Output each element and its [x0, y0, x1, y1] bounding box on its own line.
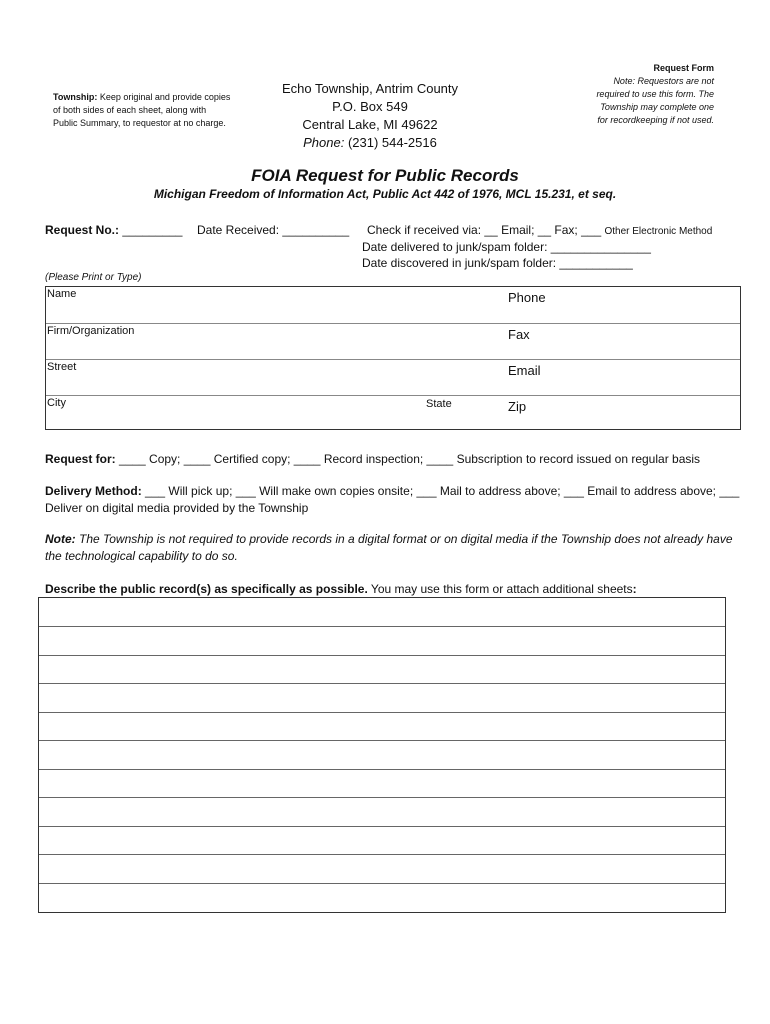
email-field-label: Email — [508, 363, 541, 378]
delivery-method[interactable] — [45, 483, 740, 517]
address-line-2: P.O. Box 549 — [332, 99, 408, 114]
description-line[interactable] — [39, 826, 725, 855]
phone-number: (231) 544-2516 — [347, 135, 437, 150]
description-box[interactable] — [38, 597, 726, 913]
junk-discovered-date[interactable]: Date discovered in junk/spam folder: ___________ — [362, 256, 633, 270]
township-instructions — [53, 91, 233, 130]
describe-instructions — [45, 581, 637, 598]
received-via[interactable] — [367, 222, 712, 240]
description-line[interactable] — [39, 797, 725, 826]
description-line[interactable] — [39, 712, 725, 741]
firm-row[interactable] — [46, 323, 740, 360]
request-form-label: Request Form — [653, 63, 714, 73]
street-label: Street — [47, 361, 77, 373]
fax-field-label: Fax — [508, 327, 530, 342]
request-form-note-block — [590, 62, 714, 127]
description-line[interactable] — [39, 769, 725, 798]
digital-note — [45, 531, 735, 565]
name-row[interactable] — [46, 287, 740, 323]
other-electronic-method: Other Electronic Method — [604, 226, 713, 237]
description-line[interactable] — [39, 740, 725, 769]
request-for-label: Request for: — [45, 452, 116, 466]
phone-label: Phone: — [303, 135, 345, 150]
page-title: FOIA Request for Public Records — [251, 166, 519, 185]
delivery-options: ___ Will pick up; ___ Will make own copies onsite; ___ Mail to address above; ___ Email to address above; ___ — [145, 484, 740, 498]
request-form-note: Note: Requestors are not required to use this form. The Township may complete one for recordkeeping if not used. — [596, 76, 714, 125]
received-via-text: Check if received via: __ Email; __ Fax; ___ — [367, 223, 602, 237]
address-line-1: Echo Township, Antrim County — [281, 81, 459, 96]
city-row[interactable] — [46, 395, 740, 430]
township-address — [270, 80, 470, 152]
firm-label: Firm/Organization — [47, 325, 135, 337]
request-number-label: Request No.: — [45, 223, 120, 237]
address-line-3: Central Lake, MI 49622 — [302, 117, 438, 132]
city-label: City — [47, 397, 66, 409]
zip-field-label: Zip — [508, 399, 527, 414]
description-line[interactable] — [39, 626, 725, 655]
street-row[interactable] — [46, 359, 740, 396]
description-line[interactable] — [39, 598, 725, 626]
delivery-label: Delivery Method: — [45, 484, 142, 498]
state-label: State — [426, 398, 452, 410]
description-line[interactable] — [39, 883, 725, 912]
print-note: (Please Print or Type) — [45, 272, 142, 283]
address-phone — [270, 134, 470, 152]
date-received[interactable]: Date Received: __________ — [197, 223, 350, 237]
request-number[interactable] — [45, 222, 182, 239]
request-for[interactable] — [45, 451, 700, 468]
description-line[interactable] — [39, 683, 725, 712]
page-subtitle: Michigan Freedom of Information Act, Public Act 442 of 1976, MCL 15.231, et seq. — [153, 187, 617, 201]
township-label: Township: — [53, 92, 98, 102]
description-line[interactable] — [39, 655, 725, 684]
request-for-options: ____ Copy; ____ Certified copy; ____ Record inspection; ____ Subscription to record issued on regular basis — [119, 452, 701, 466]
description-line[interactable] — [39, 854, 725, 883]
township-instructions-text: Keep original and provide copies of both sides of each sheet, along with Public Summary, to requestor at no charge. — [53, 92, 231, 128]
name-label: Name — [47, 288, 77, 300]
requestor-info-box — [45, 286, 741, 430]
describe-rest: You may use this form or attach additional sheets — [370, 582, 633, 596]
note-label: Note: — [45, 532, 76, 546]
delivery-digital-media: Deliver on digital media provided by the Township — [45, 501, 309, 515]
note-text: The Township is not required to provide records in a digital format or on digital media if the Township does not already have the technological capability to do so. — [45, 532, 733, 563]
request-number-blank: _________ — [122, 223, 183, 237]
describe-colon: : — [632, 582, 637, 596]
phone-field-label: Phone — [508, 290, 546, 305]
junk-delivered-date[interactable]: Date delivered to junk/spam folder: _______________ — [362, 240, 651, 254]
describe-bold: Describe the public record(s) as specifically as possible. — [45, 582, 368, 596]
